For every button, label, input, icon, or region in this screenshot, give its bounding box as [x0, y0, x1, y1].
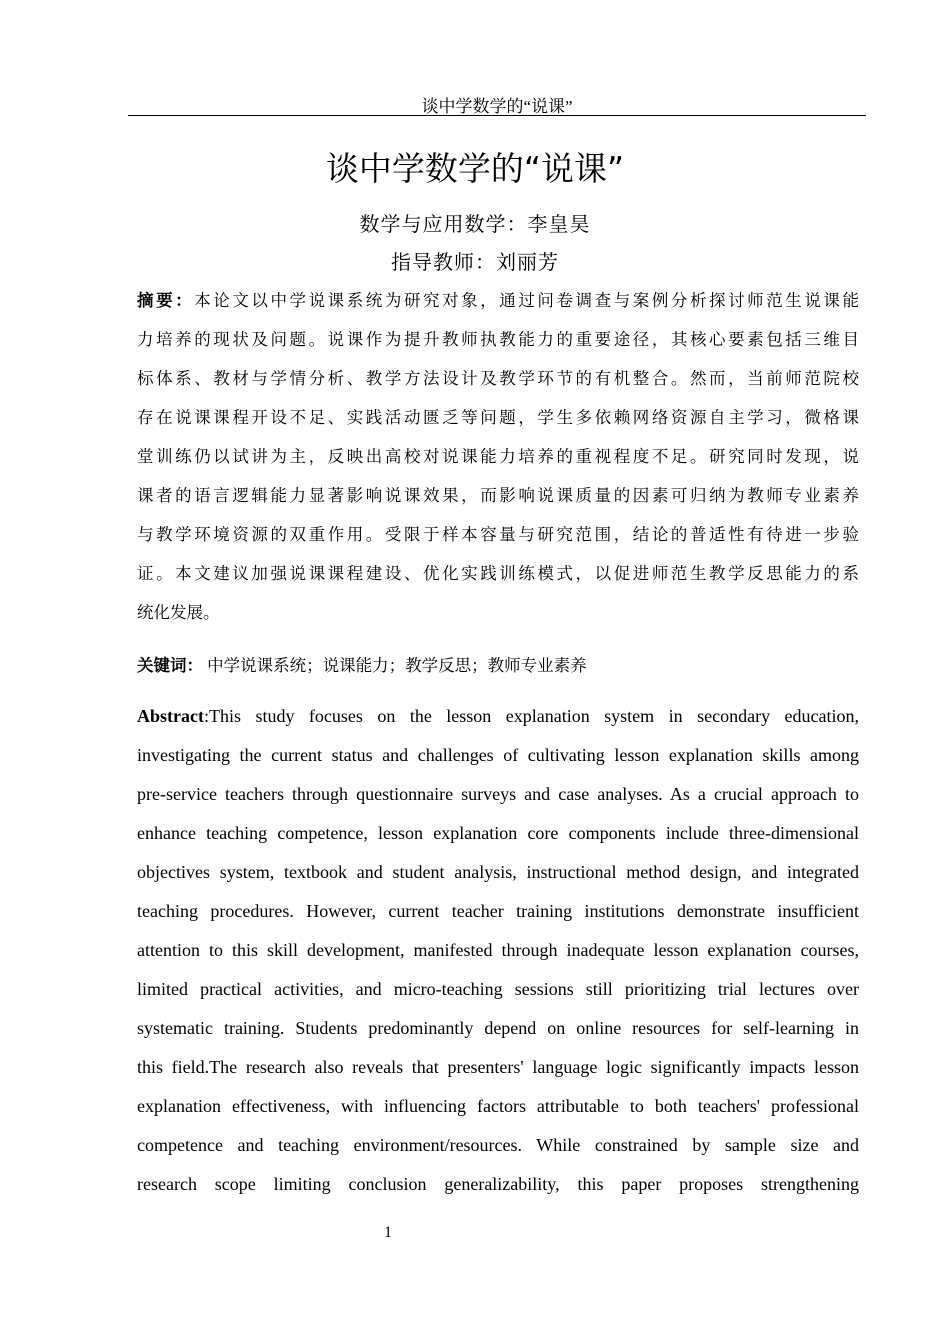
keywords: [137, 646, 587, 685]
header-rule: [128, 115, 866, 116]
abstract-line-text: explanation effectiveness, with influencing factors attributable to both teachers' professional: [137, 1096, 859, 1116]
abstract-line-text: objectives system, textbook and student analysis, instructional method design, and integrated: [137, 862, 859, 882]
abstract-label: Abstract: [137, 706, 204, 726]
abstract-line-text: this field.The research also reveals that presenters' language logic significantly impacts lesson: [137, 1057, 859, 1077]
abstract-line-text: 本论文以中学说课系统为研究对象，通过问卷调查与案例分析探讨师范生说课能: [194, 291, 860, 310]
abstract-line: [137, 970, 859, 1009]
abstract-line-text: 与教学环境资源的双重作用。受限于样本容量与研究范围，结论的普适性有待进一步验: [137, 525, 859, 544]
abstract-line: [137, 1126, 859, 1165]
abstract-line-text: attention to this skill development, manifested through inadequate lesson explanation courses,: [137, 940, 859, 960]
abstract-line: [137, 697, 859, 736]
abstract-line: [137, 853, 859, 892]
abstract-line-text: 标体系、教材与学情分析、教学方法设计及教学环节的有机整合。然而，当前师范院校: [137, 369, 859, 388]
abstract-line: [137, 931, 859, 970]
abstract-line-text: 课者的语言逻辑能力显著影响说课效果，而影响说课质量的因素可归纳为教师专业素养: [137, 486, 859, 505]
abstract-line: [137, 1087, 859, 1126]
page-number: 1: [384, 1224, 392, 1241]
abstract-line: [137, 437, 859, 476]
abstract-line-text: pre-service teachers through questionnaire surveys and case analyses. As a crucial approach to: [137, 784, 859, 804]
page-title: 谈中学数学的“说课”: [325, 149, 625, 188]
abstract-line: [137, 398, 859, 437]
abstract-line: [137, 1165, 859, 1204]
abstract-line-text: investigating the current status and challenges of cultivating lesson explanation skills among: [137, 745, 859, 765]
abstract-line-text: competence and teaching environment/resources. While constrained by sample size and: [137, 1135, 859, 1155]
advisor-line: 指导教师：刘丽芳: [391, 252, 559, 274]
chinese-abstract: [137, 281, 859, 632]
abstract-line-text: limited practical activities, and micro-teaching sessions still prioritizing trial lectures over: [137, 979, 859, 999]
abstract-line: [137, 476, 859, 515]
abstract-line-text: :This study focuses on the lesson explanation system in secondary education,: [203, 706, 859, 726]
abstract-line: [137, 515, 859, 554]
author-line: 数学与应用数学：李皇昊: [359, 214, 591, 236]
abstract-line: [137, 1009, 859, 1048]
abstract-line: [137, 736, 859, 775]
keywords-label: 关键词：: [137, 656, 203, 675]
abstract-line: [137, 554, 859, 593]
abstract-line-text: 力培养的现状及问题。说课作为提升教师执教能力的重要途径，其核心要素包括三维目: [137, 330, 859, 349]
abstract-line: [137, 892, 859, 931]
abstract-line: [137, 281, 859, 320]
abstract-line: [137, 775, 859, 814]
abstract-line-text: 存在说课课程开设不足、实践活动匮乏等问题，学生多依赖网络资源自主学习，微格课: [137, 408, 859, 427]
abstract-line-text: 统化发展。: [137, 603, 220, 622]
abstract-line-text: 堂训练仍以试讲为主，反映出高校对说课能力培养的重视程度不足。研究同时发现，说: [137, 447, 859, 466]
abstract-line-text: teaching procedures. However, current teacher training institutions demonstrate insufficient: [137, 901, 859, 921]
abstract-line: [137, 1048, 859, 1087]
abstract-line: [137, 359, 859, 398]
abstract-label: 摘要：: [137, 291, 195, 310]
abstract-line-text: 证。本文建议加强说课课程建设、优化实践训练模式，以促进师范生教学反思能力的系: [137, 564, 859, 583]
abstract-line-text: research scope limiting conclusion generalizability, this paper proposes strengthening: [137, 1174, 859, 1194]
abstract-line: [137, 814, 859, 853]
keywords-text: 中学说课系统；说课能力；教学反思；教师专业素养: [207, 656, 587, 675]
abstract-line: [137, 593, 859, 632]
running-header: 谈中学数学的“说课”: [421, 97, 573, 116]
abstract-line-text: systematic training. Students predominantly depend on online resources for self-learning in: [137, 1018, 859, 1038]
abstract-line: [137, 320, 859, 359]
english-abstract: [137, 697, 859, 1204]
abstract-line-text: enhance teaching competence, lesson explanation core components include three-dimensional: [137, 823, 859, 843]
